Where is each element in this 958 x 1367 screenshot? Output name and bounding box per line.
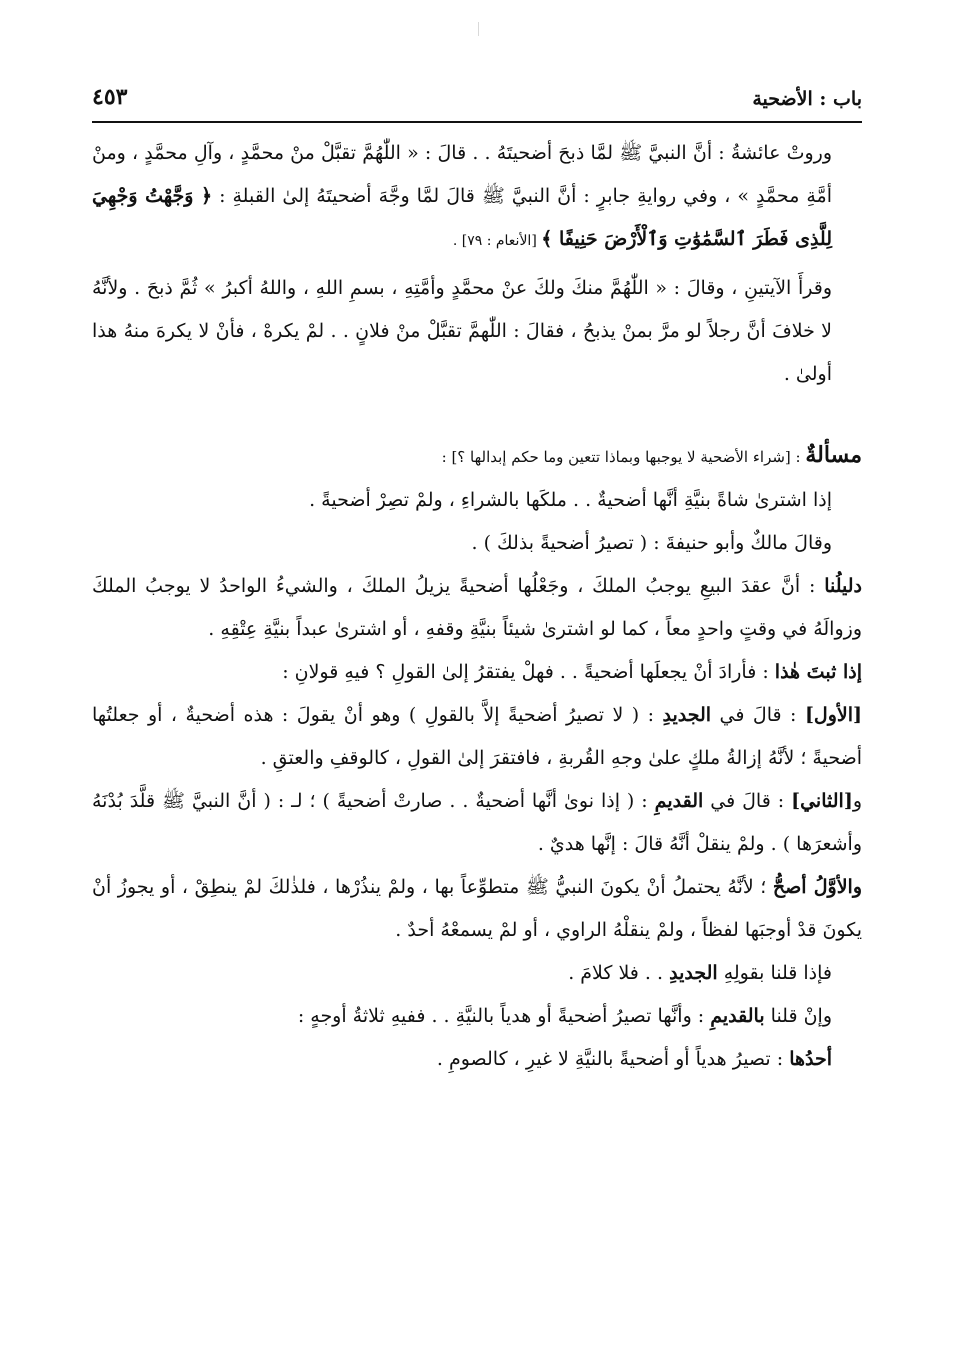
old-madhhab-label: بالقديمِ xyxy=(710,1005,765,1027)
paragraph-malik-abu-hanifa xyxy=(92,522,862,565)
evidence-label: دليلُنا xyxy=(824,575,862,597)
first-aspect-label: أحدُها xyxy=(789,1048,832,1070)
preferred-label: والأوَّلُ أصحُّ xyxy=(772,876,862,898)
conjunction: و xyxy=(852,790,862,812)
section-gap xyxy=(92,396,862,434)
paragraph-text: : أنَّ عقدَ البيعِ يوجبُ الملكَ ، وجَعْلُها أضحيةً يزيلُ الملكَ ، والشيءُ الواحدُ لا يوجبُ الملكَ وزوالَهُ في وقتٍ واحدٍ معاً ، كما لو اشترىٰ شيئاً بنيَّةِ وقفهِ ، أو اشترىٰ عبداً بنيَّةِ عِتْقِهِ . xyxy=(92,575,862,640)
masala-label: مسألةٌ xyxy=(805,442,862,468)
header-rule xyxy=(92,121,862,123)
paragraph-text: : قالَ في xyxy=(711,704,805,726)
paragraph-text: : تصيرُ هدياً أو أضحيةً بالنيَّةِ لا غيرِ ، كالصومِ . xyxy=(436,1048,790,1070)
chapter-title: باب : الأضحية xyxy=(752,88,862,110)
top-crop-mark xyxy=(478,22,479,36)
running-header xyxy=(92,84,862,118)
paragraph-second-opinion xyxy=(92,780,862,866)
paragraph-first-opinion xyxy=(92,694,862,780)
paragraph-new-view xyxy=(92,952,862,995)
old-madhhab-label: القديمِ xyxy=(654,790,704,812)
paragraph-text: ؛ لأنَّهُ يحتملُ أنْ يكونَ النبيُّ ﷺ متطوِّعاً بها ، ولمْ ينذُرْها ، فلذٰلكَ لمْ ينطِقْ ، أو يجوزُ أنْ يكونَ قدْ أوجبَها لفظاً ، ولمْ ينقلْهُ الراوي ، أو لمْ يسمعْهُ أحدٌ . xyxy=(92,876,862,941)
page-number: ٤٥٣ xyxy=(92,84,128,110)
paragraph-purchase xyxy=(92,479,862,522)
new-madhhab-label: الجديدِ xyxy=(662,704,712,726)
paragraph-old-view xyxy=(92,995,862,1038)
paragraph-text: وقالَ مالكٌ وأبو حنيفةَ : ( تصيرُ أضحيةً بذلكَ ) . xyxy=(471,532,832,554)
verse-reference: [الأنعام : ٧٩] . xyxy=(452,233,542,249)
paragraph-recitation xyxy=(92,267,862,396)
paragraph-text: فإذا قلنا بقولِهِ xyxy=(717,962,832,984)
new-madhhab-label: الجديدِ xyxy=(669,962,718,984)
paragraph-text: وقرأَ الآيتينِ ، وقالَ : « اللّٰهُمَّ منكَ ولكَ عنْ محمَّدٍ وأمَّتِهِ ، بسمِ اللهِ ، واللهُ أكبرُ » ثُمَّ ذبحَ . ولأنَّهُ لا خلافَ أنَّ رجلاً لو مرَّ بمنْ يذبحُ ، فقالَ : اللّٰهمَّ تقبَّلْ منْ فلانٍ . . لمْ يكرهْ ، فأنْ لا يكرهَ منهُ هذا أولىٰ . xyxy=(92,277,832,385)
masala-heading xyxy=(92,434,862,479)
paragraph-evidence xyxy=(92,565,862,651)
paragraph-preferred xyxy=(92,866,862,952)
paragraph-text: إذا اشترىٰ شاةً بنيَّةِ أنَّها أضحيةٌ . . ملكَها بالشراءِ ، ولمْ تصِرْ أضحيةً . xyxy=(309,489,832,511)
paragraph-text: : ( إذا نوىٰ أنَّها أضحيةٌ . . صارتْ أضحيةً ) ؛ لـ : ( أنَّ النبيَّ ﷺ قلَّدَ بُدْنَهُ وأشعرَها ) . ولمْ ينقلْ أنَّهُ قالَ : إنَّها هديٌ . xyxy=(92,790,862,855)
main-text xyxy=(92,132,862,1081)
paragraph-if-established xyxy=(92,651,862,694)
paragraph-text: : ( لا تصيرُ أضحيةً إلاَّ بالقولِ ) وهو أنْ يقولَ : هذه أضحيةٌ ، أو جعلتُها أضحيةً ؛ لأنَّهُ إزالةُ ملكٍ علىٰ وجهِ القُربةِ ، فافتقرَ إلىٰ القولِ ، كالوقفِ والعتقِ . xyxy=(92,704,862,769)
quran-verse: ﴿ وَجَّهْتُ وَجْهِيَ لِلَّذِى فَطَرَ ٱلسَّمَٰوَٰتِ وَٱلْأَرْضَ حَنِيفًا ﴾ xyxy=(92,185,832,250)
paragraph-first-aspect xyxy=(92,1038,862,1081)
masala-title: : [شراء الأضحية لا يوجبها وبماذا تتعين وما حكم إبدالها ؟] : xyxy=(441,448,806,466)
first-opinion-label: [الأول] xyxy=(804,704,863,726)
paragraph-text: وروتْ عائشةُ : أنَّ النبيَّ ﷺ لمَّا ذبحَ أضحيتَهُ . . قالَ : « اللّٰهُمَّ تقبَّلْ منْ محمَّدٍ ، وآلِ محمَّدٍ ، ومنْ أمَّةِ محمَّدٍ » ، وفي روايةِ جابرٍ : أنَّ النبيَّ ﷺ قالَ لمَّا وجَّهَ أضحيتَهُ إلىٰ القبلةِ : xyxy=(92,142,832,207)
paragraph-text: : فأرادَ أنْ يجعلَها أضحيةً . . فهلْ يفتقرُ إلىٰ القولِ ؟ فيهِ قولانِ : xyxy=(282,661,775,683)
paragraph-text: : قالَ في xyxy=(703,790,792,812)
paragraph-text: : وأنَّها تصيرُ أضحيةً أو هدياً بالنيَّةِ . . ففيهِ ثلاثةُ أوجهٍ : xyxy=(297,1005,711,1027)
paragraph-text: . . فلا كلامَ . xyxy=(568,962,670,984)
paragraph-text: وإنْ قلنا xyxy=(764,1005,832,1027)
second-opinion-label: [الثاني] xyxy=(791,790,853,812)
condition-label: إذا ثبتَ هٰذا xyxy=(774,661,862,683)
paragraph-aisha-hadith xyxy=(92,132,862,263)
